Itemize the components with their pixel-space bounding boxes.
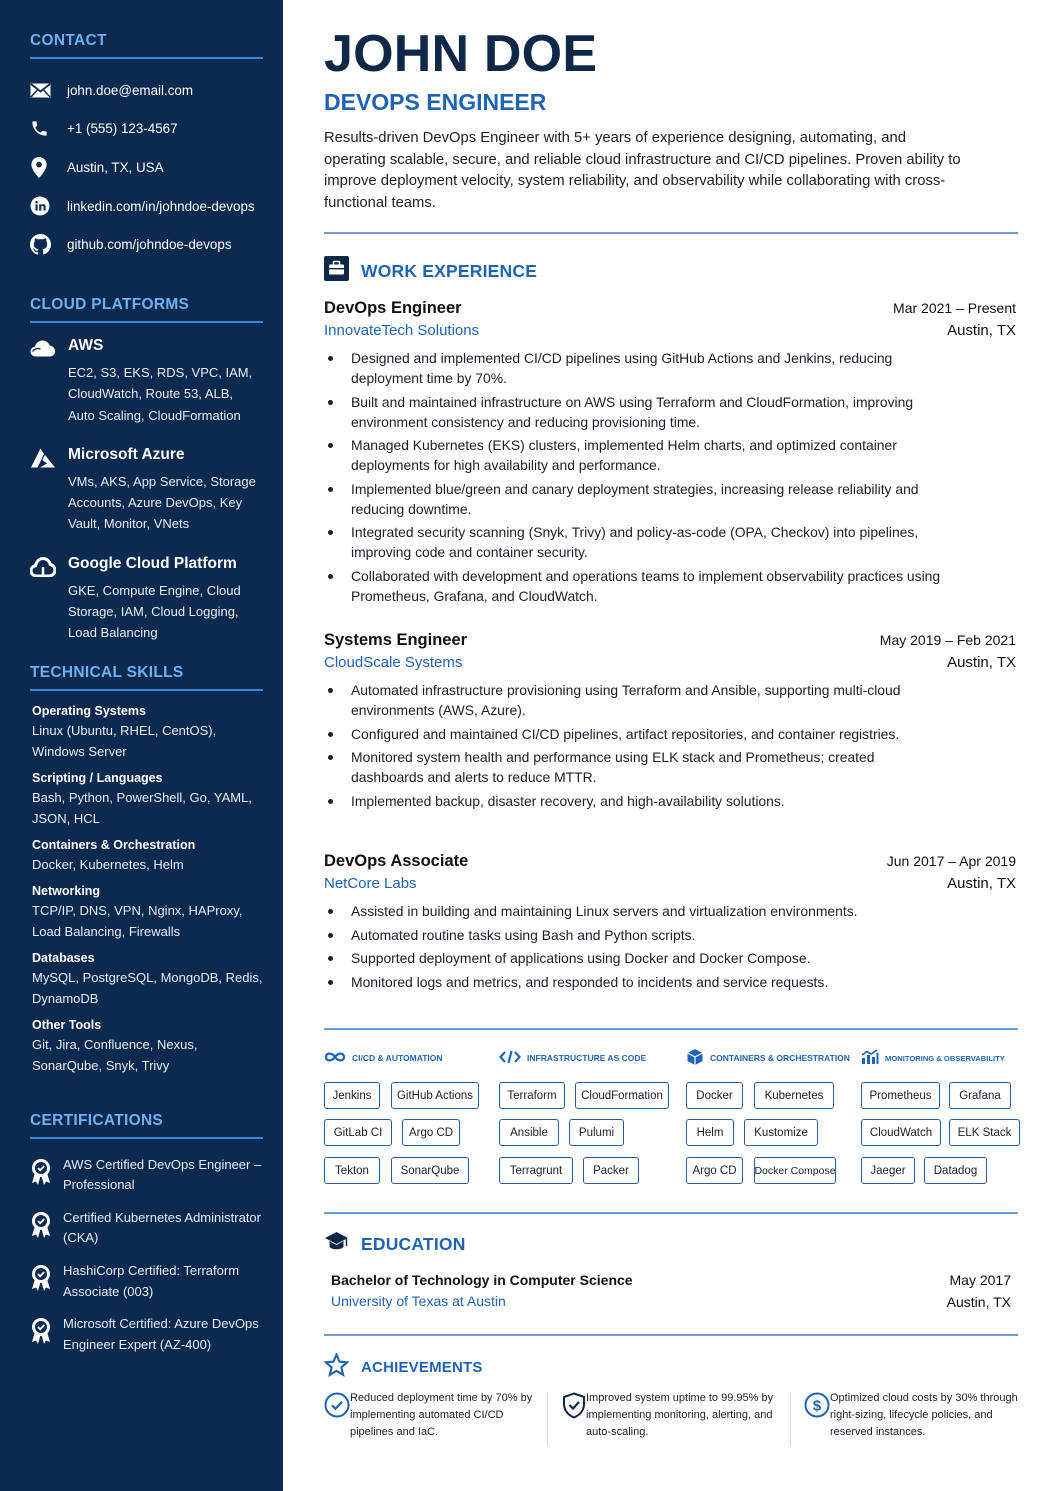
tools-category-title: INFRASTRUCTURE AS CODE [527,1053,647,1063]
education-date: May 2017 [949,1272,1011,1288]
skill-group-scripting [30,770,263,829]
tools-category-title: CONTAINERS & ORCHESTRATION [710,1053,850,1063]
skill-group-databases [30,950,263,1009]
job-entry-3 [324,852,1018,995]
certification-name: HashiCorp Certified: Terraform Associate (003) [63,1263,240,1299]
tool-tag: Prometheus [861,1082,940,1109]
contact-email[interactable] [30,71,263,110]
job-entry-1 [324,299,1018,609]
github-icon [30,234,67,255]
cloud-platform-name: Google Cloud Platform [68,554,237,572]
tools-monitoring [861,1050,1026,1177]
education-university: University of Texas at Austin [331,1293,506,1309]
tool-tag: Datadog [924,1157,987,1184]
cloud-platform-name: AWS [68,336,104,354]
certifications-list [30,1155,263,1356]
section-divider [324,232,1018,234]
graduation-cap-icon [324,1231,349,1258]
tool-tag: Docker Compose [754,1157,836,1184]
linkedin-icon [30,196,67,216]
job-company: NetCore Labs [324,875,417,892]
education-title: EDUCATION [361,1234,466,1254]
job-bullet: Implemented blue/green and canary deployment strategies, increasing release reliability and reducing downtime. [324,479,944,519]
job-bullet: Supported deployment of applications using Docker and Docker Compose. [324,948,944,968]
contact-phone[interactable] [30,110,263,149]
job-title: DevOps Associate [324,852,469,870]
cube-icon [686,1048,704,1068]
tools-cicd [324,1050,494,1177]
tool-tag: Grafana [949,1082,1011,1109]
skill-category: Databases [32,950,95,965]
chart-icon [861,1049,879,1067]
award-ribbon-icon [30,1208,63,1249]
sidebar [0,0,283,1491]
tools-category-title: CI/CD & AUTOMATION [352,1053,443,1063]
job-bullet: Integrated security scanning (Snyk, Trivy) and policy-as-code (OPA, Checkov) into pipelines, improving code and container security. [324,522,944,562]
star-icon [324,1353,349,1382]
tool-tag: Docker [686,1082,743,1109]
cloud-platform-desc: EC2, S3, EKS, RDS, VPC, IAM, CloudWatch, Route 53, ALB, Auto Scaling, CloudFormation [68,364,253,423]
skill-group-networking [30,883,263,942]
job-dates: May 2019 – Feb 2021 [879,632,1016,648]
job-bullet: Configured and maintained CI/CD pipelines, artifact repositories, and container registries. [324,724,944,744]
skill-values: MySQL, PostgreSQL, MongoDB, Redis, DynamoDB [32,969,263,1006]
dollar-circle-icon [804,1390,830,1441]
achievement-divider [547,1392,548,1446]
contact-linkedin[interactable] [30,187,263,226]
contact-location [30,148,263,187]
shield-check-icon [562,1390,586,1441]
skill-values: Docker, Kubernetes, Helm [32,856,184,872]
certifications-heading: CERTIFICATIONS [30,1112,263,1139]
cloud-platform-name: Microsoft Azure [68,445,185,463]
tool-tag: Argo CD [686,1157,743,1184]
tool-tag: Ansible [499,1119,559,1146]
skill-group-containers [30,837,263,875]
job-title: DevOps Engineer [324,299,462,317]
tool-tag: CloudWatch [861,1119,941,1146]
skill-category: Containers & Orchestration [32,837,196,852]
contact-location-text: Austin, TX, USA [67,159,164,175]
tools-containers [686,1050,856,1177]
technical-skills-list [30,703,263,1076]
tool-tag: Terragrunt [499,1157,573,1184]
tools-category-title: MONITORING & OBSERVABILITY [885,1053,1005,1063]
certification-item [30,1314,263,1355]
skill-category: Other Tools [32,1017,102,1032]
skill-values: TCP/IP, DNS, VPN, Nginx, HAProxy, Load Balancing, Firewalls [32,902,243,939]
skill-group-os [30,703,263,762]
skill-group-other-tools [30,1017,263,1076]
gcp-icon [30,555,68,644]
tools-cicd-heading [324,1050,494,1066]
job-bullet: Built and maintained infrastructure on AWS using Terraform and CloudFormation, improving environment consistency and reducing provisioning time. [324,392,944,432]
contact-linkedin-text: linkedin.com/in/johndoe-devops [67,198,255,214]
job-bullet: Automated infrastructure provisioning using Terraform and Ansible, supporting multi-cloud environments (AWS, Azure). [324,680,944,720]
phone-icon [30,119,67,138]
work-experience-title: WORK EXPERIENCE [361,260,538,281]
achievement-divider [790,1392,791,1446]
achievements-heading [324,1353,483,1382]
tools-iac [499,1050,679,1177]
job-bullets [324,901,1018,992]
section-divider [324,1212,1018,1214]
contact-github[interactable] [30,225,263,264]
certification-item [30,1155,263,1196]
section-divider [324,1334,1018,1336]
job-title: Systems Engineer [324,631,468,649]
technical-skills-heading: TECHNICAL SKILLS [30,664,263,691]
tool-tag: ELK Stack [949,1119,1020,1146]
candidate-name: JOHN DOE [324,25,598,83]
skill-values: Bash, Python, PowerShell, Go, YAML, JSON, HCL [32,789,252,826]
tool-tag: GitLab CI [324,1119,392,1146]
code-icon [499,1050,521,1066]
job-location: Austin, TX [947,654,1016,671]
skill-category: Operating Systems [32,703,146,718]
tool-tag: Tekton [324,1157,380,1184]
tool-tag: Argo CD [402,1119,460,1146]
contact-phone-text: +1 (555) 123-4567 [67,121,178,137]
job-bullet: Monitored logs and metrics, and responded to incidents and service requests. [324,972,944,992]
candidate-role: DEVOPS ENGINEER [324,89,547,115]
skill-category: Scripting / Languages [32,770,163,785]
tool-tag: Helm [686,1119,734,1146]
award-ribbon-icon [30,1155,63,1196]
tool-tag: Jenkins [324,1082,380,1109]
award-ribbon-icon [30,1261,63,1302]
azure-icon [30,446,68,535]
check-circle-icon [324,1390,350,1441]
certification-item [30,1261,263,1302]
tool-tag: Packer [583,1157,639,1184]
cloud-platform-azure [30,446,263,535]
job-entry-2 [324,631,1018,814]
certification-name: Certified Kubernetes Administrator (CKA) [63,1209,261,1246]
award-ribbon-icon [30,1314,63,1355]
job-company: InnovateTech Solutions [324,322,480,339]
certification-item [30,1208,263,1249]
briefcase-icon [324,256,349,286]
tool-tag: Kustomize [744,1119,818,1146]
tool-tag: Jaeger [861,1157,915,1184]
cloud-platform-desc: GKE, Compute Engine, Cloud Storage, IAM, Cloud Logging, Load Balancing [68,582,241,641]
education-degree: Bachelor of Technology in Computer Science [331,1272,633,1288]
tool-tag: GitHub Actions [391,1082,479,1109]
skill-values: Git, Jira, Confluence, Nexus, SonarQube, Snyk, Trivy [32,1036,198,1073]
job-bullet: Designed and implemented CI/CD pipelines using GitHub Actions and Jenkins, reducing deployment time by 70%. [324,348,944,388]
job-dates: Jun 2017 – Apr 2019 [886,853,1016,869]
achievements-title: ACHIEVEMENTS [361,1359,483,1376]
job-bullet: Managed Kubernetes (EKS) clusters, implemented Helm charts, and optimized container deployments for high availability and performance. [324,435,944,475]
skill-values: Linux (Ubuntu, RHEL, CentOS), Windows Server [32,722,217,759]
cloud-platform-desc: VMs, AKS, App Service, Storage Accounts, Azure DevOps, Key Vault, Monitor, VNets [68,473,256,532]
education-entry [331,1272,1011,1309]
achievement-item-3 [804,1390,1018,1441]
job-bullet: Automated routine tasks using Bash and Python scripts. [324,925,944,945]
certification-name: Microsoft Certified: Azure DevOps Engineer Expert (AZ-400) [63,1316,259,1352]
contact-heading: CONTACT [30,32,263,59]
svg-text:$: $ [812,1397,822,1415]
education-location: Austin, TX [946,1294,1011,1310]
achievement-item-1 [324,1390,544,1441]
cloud-icon [30,337,68,426]
cloud-platforms-heading: CLOUD PLATFORMS [30,296,263,323]
tools-monitoring-heading [861,1050,1026,1066]
job-bullets [324,348,1018,606]
achievement-text: Improved system uptime to 99.95% by implementing monitoring, alerting, and auto-scaling. [586,1392,774,1438]
envelope-icon [30,83,67,98]
work-experience-heading [324,256,537,286]
cloud-platform-gcp [30,555,263,644]
contact-list [30,71,263,264]
tool-tag: CloudFormation [575,1082,669,1109]
job-location: Austin, TX [947,875,1016,892]
job-bullet: Assisted in building and maintaining Linux servers and virtualization environments. [324,901,944,921]
contact-email-text: john.doe@email.com [67,82,193,98]
certification-name: AWS Certified DevOps Engineer – Professional [63,1156,262,1193]
job-bullet: Collaborated with development and operations teams to implement observability practices using Prometheus, Grafana, and CloudWatch. [324,566,944,606]
professional-summary: Results-driven DevOps Engineer with 5+ years of experience designing, automating, and operating scalable, secure, and reliable cloud infrastructure and CI/CD pipelines. Proven ability to improve deployment velocity, system reliability, and observability while collaborating with cross-functional teams. [324,130,961,211]
job-company: CloudScale Systems [324,654,463,671]
job-dates: Mar 2021 – Present [893,300,1016,316]
achievement-text: Optimized cloud costs by 30% through right-sizing, lifecycle policies, and reserved instances. [830,1392,1018,1438]
location-pin-icon [30,157,67,178]
infinity-icon [324,1051,346,1065]
job-bullets [324,680,1018,811]
tools-containers-heading [686,1050,856,1066]
section-divider [324,1028,1018,1030]
job-location: Austin, TX [947,322,1016,339]
job-bullet: Implemented backup, disaster recovery, and high-availability solutions. [324,791,944,811]
cloud-platform-list [30,337,263,644]
achievement-item-2 [562,1390,784,1441]
tool-tag: Pulumi [569,1119,624,1146]
achievement-text: Reduced deployment time by 70% by implementing automated CI/CD pipelines and IaC. [350,1392,533,1438]
tools-iac-heading [499,1050,679,1066]
tool-tag: Terraform [499,1082,565,1109]
contact-github-text: github.com/johndoe-devops [67,237,232,253]
tool-tag: SonarQube [391,1157,469,1184]
education-heading [324,1231,466,1258]
skill-category: Networking [32,883,101,898]
cloud-platform-aws [30,337,263,426]
job-bullet: Monitored system health and performance using ELK stack and Prometheus; created dashboards and alerts to reduce MTTR. [324,747,944,787]
tool-tag: Kubernetes [754,1082,834,1109]
